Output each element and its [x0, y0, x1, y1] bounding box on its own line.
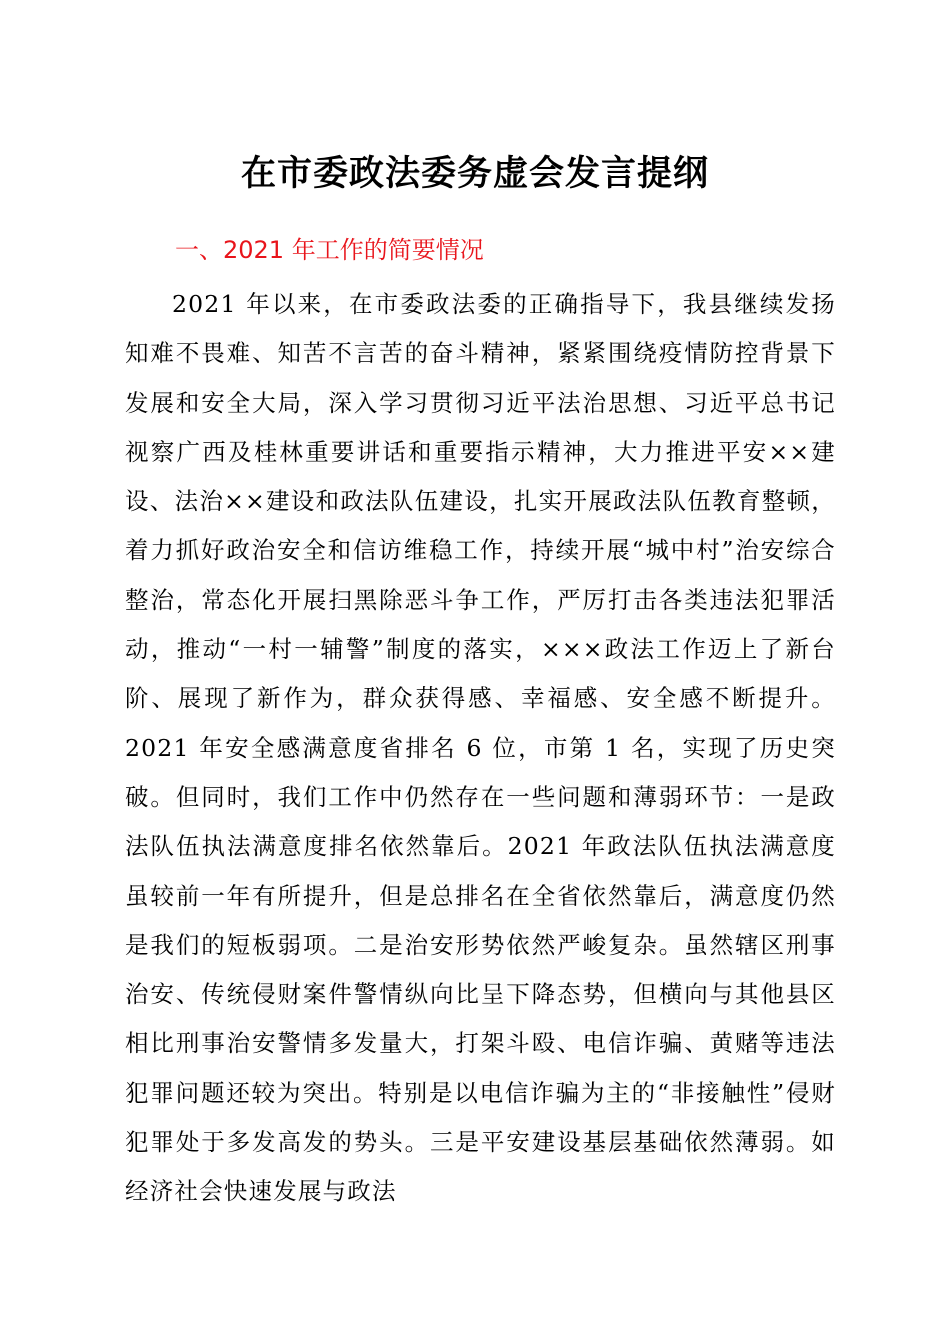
document-title: 在市委政法委务虚会发言提纲 — [240, 153, 709, 194]
section-heading: 一、2021 年工作的简要情况 — [175, 236, 484, 264]
body-paragraph: 2021 年以来，在市委政法委的正确指导下，我县继续发扬知难不畏难、知苦不言苦的奋斗精神，紧紧围绕疫情防控背景下发展和安全大局，深入学习贯彻习近平法治思想、习近平总书记视察广西及桂林重要讲话和重要指示精神，大力推进平安××建设、法治××建设和政法队伍建设，扎实开展政法队伍教育整顿，着力抓好政治安全和信访维稳工作，持续开展“城中村”治安综合整治，常态化开展扫黑除恶斗争工作，严厉打击各类违法犯罪活动，推动“一村一辅警”制度的落实，×××政法工作迈上了新台阶、展现了新作为，群众获得感、幸福感、安全感不断提升。2021 年安全感满意度省排名 6 位，市第 1 名，实现了历史突破。但同时，我们工作中仍然存在一些问题和薄弱环节：一是政法队伍执法满意度排名依然靠后。2021 年政法队伍执法满意度虽较前一年有所提升，但是总排名在全省依然靠后，满意度仍然是我们的短板弱项。二是治安形势依然严峻复杂。虽然辖区刑事治安、传统侵财案件警情纵向比呈下降态势，但横向与其他县区相比刑事治安警情多发量大，打架斗殴、电信诈骗、黄赌等违法犯罪问题还较为突出。特别是以电信诈骗为主的“非接触性”侵财犯罪处于多发高发的势头。三是平安建设基层基础依然薄弱。如经济社会快速发展与政法 — [125, 290, 836, 1206]
